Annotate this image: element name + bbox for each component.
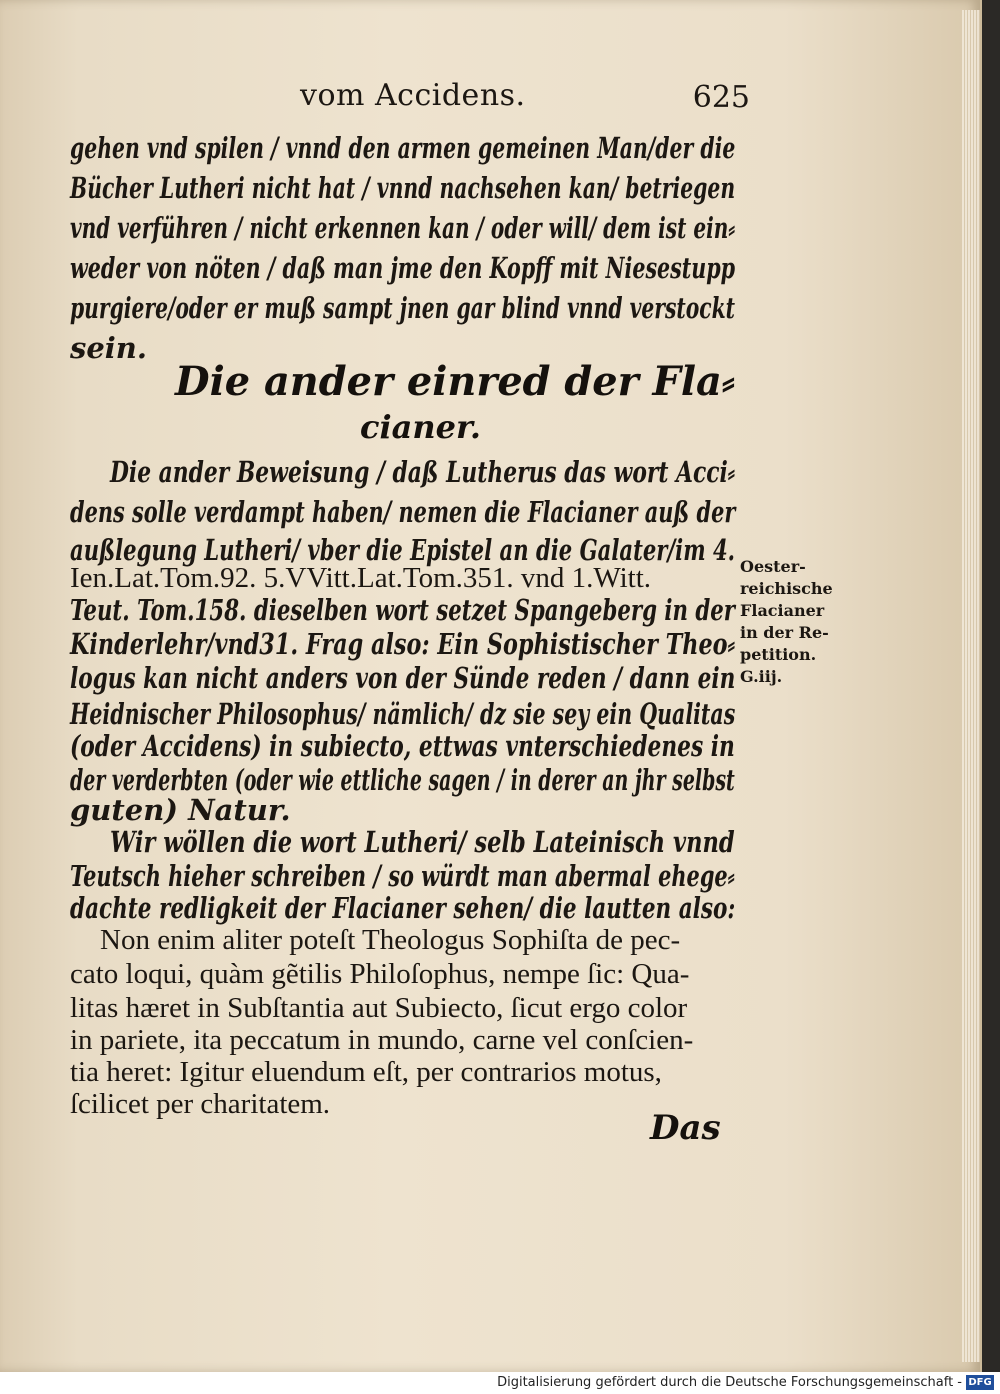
section-heading-line-2: cianer. xyxy=(360,408,482,446)
paragraph-line: der verderbten (oder wie ettliche sagen / in derer an jhr selbst xyxy=(70,763,735,797)
paragraph-line: logus kan nicht anders von der Sünde reden / dann ein xyxy=(70,661,736,695)
body-line: weder von nöten / daß man jme den Kopff mit Niesestupp xyxy=(70,251,736,285)
paragraph-line: Wir wöllen die wort Lutheri/ selb Lateinisch vnnd xyxy=(110,825,735,859)
latin-quote-line: ſcilicet per charitatem. xyxy=(70,1088,331,1120)
margin-note-line: reichische xyxy=(740,579,833,598)
paragraph-line: Teut. Tom.158. dieselben wort setzet Spangeberg in der xyxy=(70,593,735,627)
paragraph-line: Die ander Beweisung / daß Lutherus das wort Acci⸗ xyxy=(110,455,736,489)
latin-quote-line: litas hæret in Subſtantia aut Subiecto, ſicut ergo color xyxy=(70,992,688,1024)
catchword: Das xyxy=(650,1108,721,1148)
section-heading-line-1: Die ander einred der Fla⸗ xyxy=(175,358,736,405)
margin-note-line: Flacianer xyxy=(740,601,825,620)
paragraph-line: dens solle verdampt haben/ nemen die Flacianer auß der xyxy=(70,495,736,529)
margin-note xyxy=(740,556,840,688)
page-number: 625 xyxy=(692,80,750,115)
running-head: vom Accidens. xyxy=(300,78,526,113)
latin-quote-line: tia heret: Igitur eluendum eſt, per contrarios motus, xyxy=(70,1056,662,1088)
paragraph-line: Kinderlehr/vnd31. Frag also: Ein Sophistischer Theo⸗ xyxy=(70,627,736,661)
page-edge xyxy=(962,10,980,1362)
margin-note-line: G.iij. xyxy=(740,667,783,686)
digitization-footer xyxy=(0,1372,1000,1394)
latin-quote-line: Non enim aliter poteſt Theologus Sophiſta de pec- xyxy=(100,924,681,956)
latin-quote-line: in pariete, ita peccatum in mundo, carne vel conſcien- xyxy=(70,1024,694,1056)
paragraph-line: Teutsch hieher schreiben / so würdt man abermal ehege⸗ xyxy=(70,859,735,893)
body-line: Bücher Lutheri nicht hat / vnnd nachsehen kan/ betriegen xyxy=(70,171,736,205)
body-line: purgiere/oder er muß sampt jnen gar blind vnnd verstockt xyxy=(70,291,736,325)
paragraph-line: Ien.Lat.Tom.92. 5.VVitt.Lat.Tom.351. vnd 1.Witt. xyxy=(70,562,652,594)
dfg-logo-icon: DFG xyxy=(966,1375,994,1390)
margin-note-line: petition. xyxy=(740,645,817,664)
paragraph-line: dachte redligkeit der Flacianer sehen/ die lautten also: xyxy=(70,891,736,925)
paragraph-line: (oder Accidens) in subiecto, ettwas vnterschiedenes in xyxy=(70,729,735,763)
body-line: vnd verführen / nicht erkennen kan / oder will/ dem ist ein⸗ xyxy=(70,211,735,245)
paragraph-line: außlegung Lutheri/ vber die Epistel an die Galater/im 4. xyxy=(70,533,736,567)
body-line: gehen vnd spilen / vnnd den armen gemeinen Man/der die xyxy=(70,131,736,165)
page-header xyxy=(70,78,750,118)
paragraph-line: guten) Natur. xyxy=(70,793,291,827)
footer-credit: Digitalisierung gefördert durch die Deutsche Forschungsgemeinschaft - xyxy=(497,1375,962,1390)
margin-note-line: in der Re- xyxy=(740,623,829,642)
margin-note-line: Oester- xyxy=(740,557,806,576)
body-line: sein. xyxy=(70,331,147,365)
paragraph-line: Heidnischer Philosophus/ nämlich/ dz sie sey ein Qualitas xyxy=(70,697,736,731)
latin-quote-line: cato loqui, quàm gẽtilis Philoſophus, nempe ſic: Qua- xyxy=(70,958,690,990)
